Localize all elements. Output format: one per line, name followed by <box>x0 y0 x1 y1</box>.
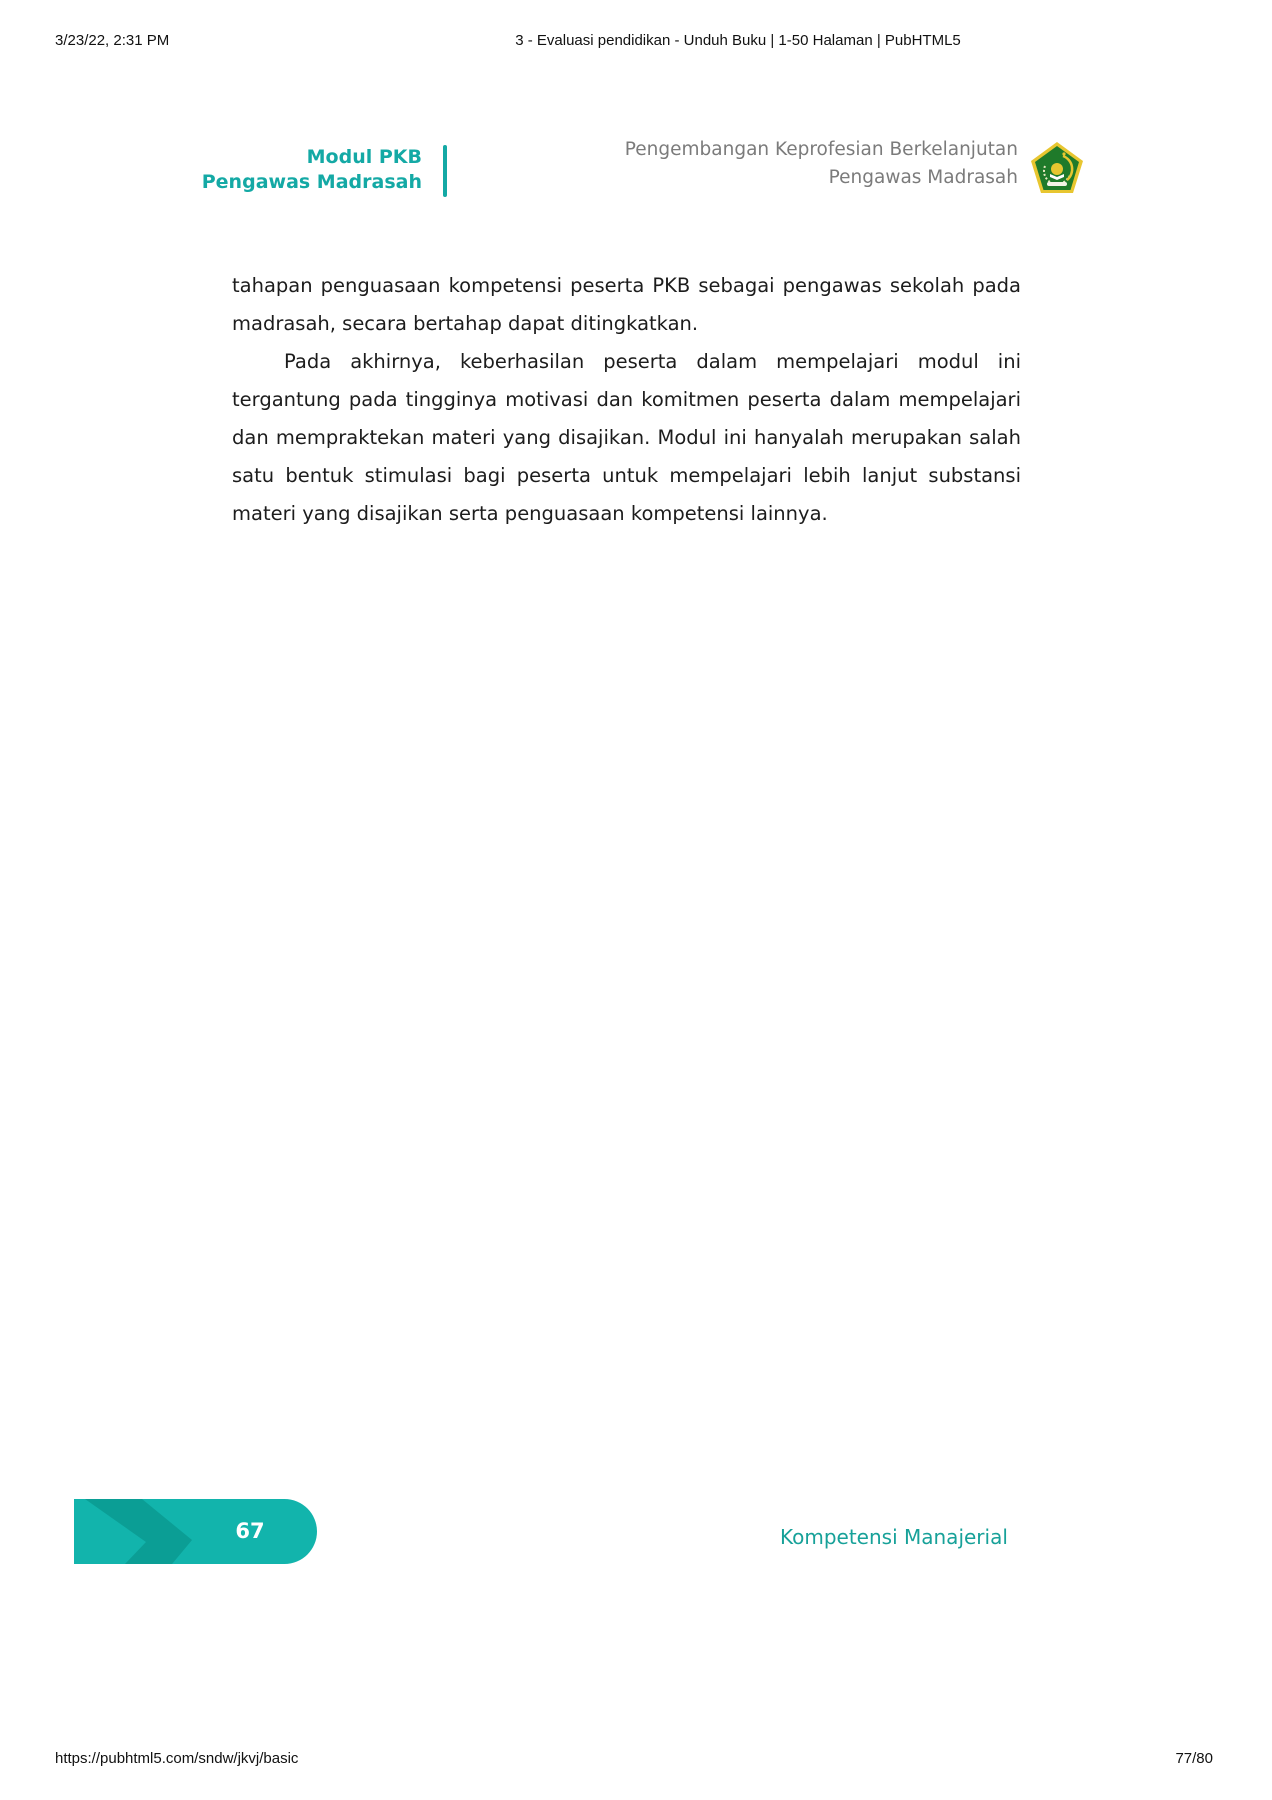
print-page-title: 3 - Evaluasi pendidikan - Unduh Buku | 1-50 Halaman | PubHTML5 <box>515 32 961 49</box>
paragraph: Pada akhirnya, keberhasilan peserta dalam mempelajari modul ini tergantung pada tingginya motivasi dan komitmen peserta dalam mempelajari dan mempraktekan materi yang disajikan. Modul ini hanyalah merupakan salah satu bentuk stimulasi bagi peserta untuk mempelajari lebih lanjut substansi materi yang disajikan serta penguasaan kompetensi lainnya. <box>232 350 1021 525</box>
program-title-line2: Pengawas Madrasah <box>828 167 1018 188</box>
page-number: 67 <box>235 1519 265 1543</box>
module-title-line1: Modul PKB <box>306 146 422 168</box>
paragraph-continuation: tahapan penguasaan kompetensi peserta PKB sebagai pengawas sekolah pada madrasah, secara bertahap dapat ditingkatkan. <box>232 274 1021 335</box>
program-title <box>560 136 1018 192</box>
program-title-line1: Pengembangan Keprofesian Berkelanjutan <box>624 139 1018 160</box>
page-number-badge <box>74 1499 317 1564</box>
print-url: https://pubhtml5.com/sndw/jkvj/basic <box>55 1750 299 1767</box>
module-title-line2: Pengawas Madrasah <box>201 171 422 193</box>
document-body <box>232 267 1021 533</box>
module-title <box>180 145 422 195</box>
header-divider <box>443 145 447 197</box>
kemenag-emblem-icon <box>1029 140 1085 196</box>
section-title: Kompetensi Manajerial <box>780 1525 1008 1549</box>
print-page-counter: 77/80 <box>1175 1750 1213 1767</box>
print-date-time: 3/23/22, 2:31 PM <box>55 32 170 49</box>
